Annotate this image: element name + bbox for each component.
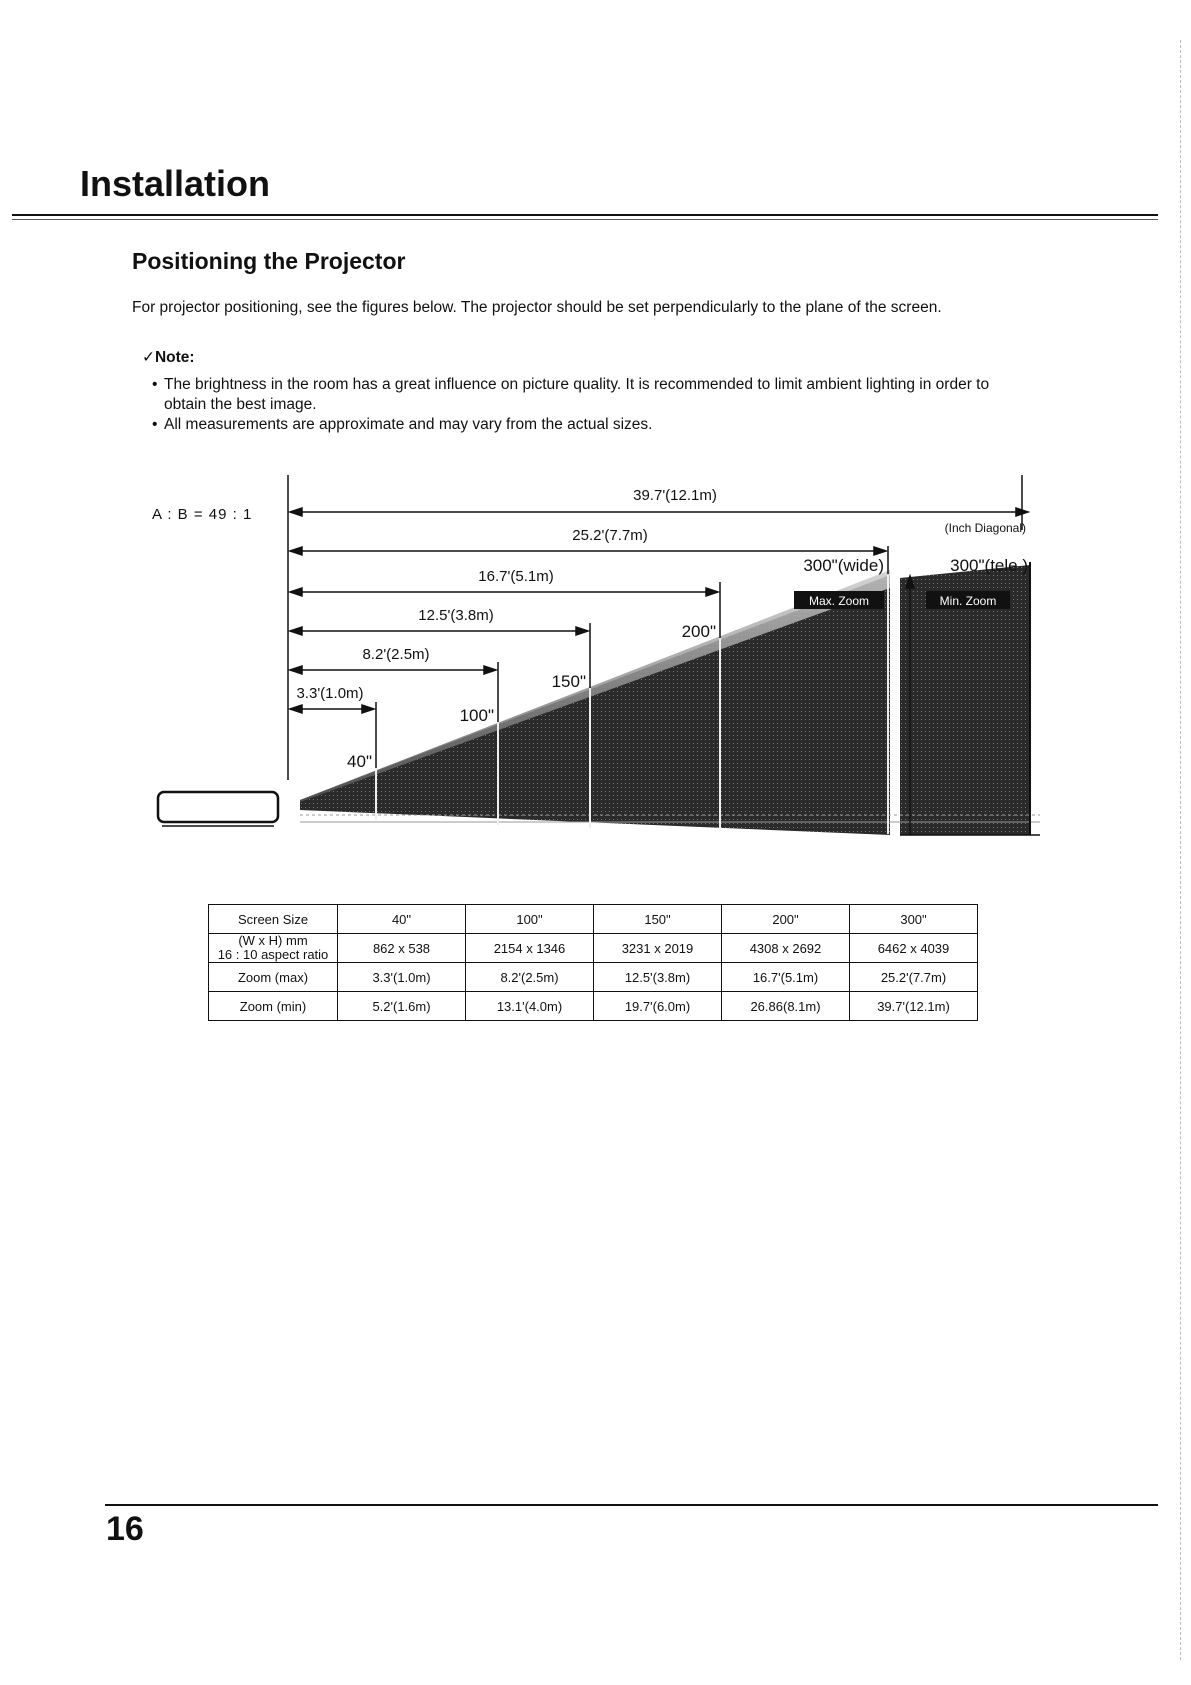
dim-label-39-7: 39.7'(12.1m) — [633, 487, 717, 504]
table-row — [209, 963, 978, 992]
table-cell: 150" — [594, 905, 722, 934]
projector-icon — [158, 792, 278, 822]
screen-label-100: 100" — [459, 706, 494, 725]
dim-label-16-7: 16.7'(5.1m) — [478, 568, 554, 585]
max-zoom-label: Max. Zoom — [808, 594, 870, 608]
screen-label-300-tele: 300"(tele ) — [950, 556, 1028, 575]
table-header-label: Screen Size — [209, 905, 338, 934]
section-title: Positioning the Projector — [132, 248, 406, 274]
table-cell: 6462 x 4039 — [850, 934, 978, 963]
inch-diagonal-label: (Inch Diagonal) — [944, 521, 1026, 535]
projection-distance-diagram — [140, 470, 1050, 850]
table-cell: 300" — [850, 905, 978, 934]
table-cell: 25.2'(7.7m) — [850, 963, 978, 992]
table-row-label: Zoom (min) — [209, 992, 338, 1021]
table-row — [209, 992, 978, 1021]
table-cell: 862 x 538 — [338, 934, 466, 963]
min-zoom-label: Min. Zoom — [939, 594, 997, 608]
table-cell: 3231 x 2019 — [594, 934, 722, 963]
page-number: 16 — [106, 1510, 144, 1548]
table-cell: 3.3'(1.0m) — [338, 963, 466, 992]
table-cell: 40" — [338, 905, 466, 934]
size-label-line: 16 : 10 aspect ratio — [217, 947, 329, 962]
note-item: • All measurements are approximate and may vary from the actual sizes. — [152, 415, 1012, 435]
table-cell: 12.5'(3.8m) — [594, 963, 722, 992]
note-label: ✓Note: — [142, 349, 195, 366]
dim-label-3-3: 3.3'(1.0m) — [296, 685, 364, 702]
size-label-line: (W x H) mm — [238, 933, 308, 948]
screen-label-40: 40" — [347, 752, 372, 771]
title-underline — [12, 214, 1158, 216]
title-underline-thin — [12, 219, 1158, 220]
screen-label-150: 150" — [551, 672, 586, 691]
table-cell: 26.86(8.1m) — [722, 992, 850, 1021]
table-cell: 4308 x 2692 — [722, 934, 850, 963]
table-size-label — [209, 934, 338, 963]
throw-ratio-label: A : B = 49 : 1 — [152, 506, 253, 523]
table-row — [209, 905, 978, 934]
table-cell: 200" — [722, 905, 850, 934]
table-cell: 5.2'(1.6m) — [338, 992, 466, 1021]
intro-paragraph: For projector positioning, see the figures below. The projector should be set perpendicularly to the plane of the screen. — [132, 299, 942, 316]
table-cell: 8.2'(2.5m) — [466, 963, 594, 992]
table-row-label: Zoom (max) — [209, 963, 338, 992]
page-edge — [1180, 40, 1181, 1660]
footer-rule — [105, 1504, 1158, 1506]
note-item: • The brightness in the room has a great influence on picture quality. It is recommended to limit ambient lighting in order to obtain the best image. — [152, 375, 1012, 415]
screen-label-300-wide: 300"(wide) — [803, 556, 884, 575]
dim-label-8-2: 8.2'(2.5m) — [362, 646, 430, 663]
table-row — [209, 934, 978, 963]
table-cell: 13.1'(4.0m) — [466, 992, 594, 1021]
table-cell: 2154 x 1346 — [466, 934, 594, 963]
screen-size-table — [208, 904, 978, 1021]
page-title: Installation — [80, 163, 271, 204]
table-cell: 16.7'(5.1m) — [722, 963, 850, 992]
table-cell: 19.7'(6.0m) — [594, 992, 722, 1021]
screen-label-200: 200" — [681, 622, 716, 641]
table-cell: 39.7'(12.1m) — [850, 992, 978, 1021]
dim-label-12-5: 12.5'(3.8m) — [418, 607, 494, 624]
table-cell: 100" — [466, 905, 594, 934]
note-list — [152, 375, 1012, 435]
dim-label-25-2: 25.2'(7.7m) — [572, 527, 648, 544]
